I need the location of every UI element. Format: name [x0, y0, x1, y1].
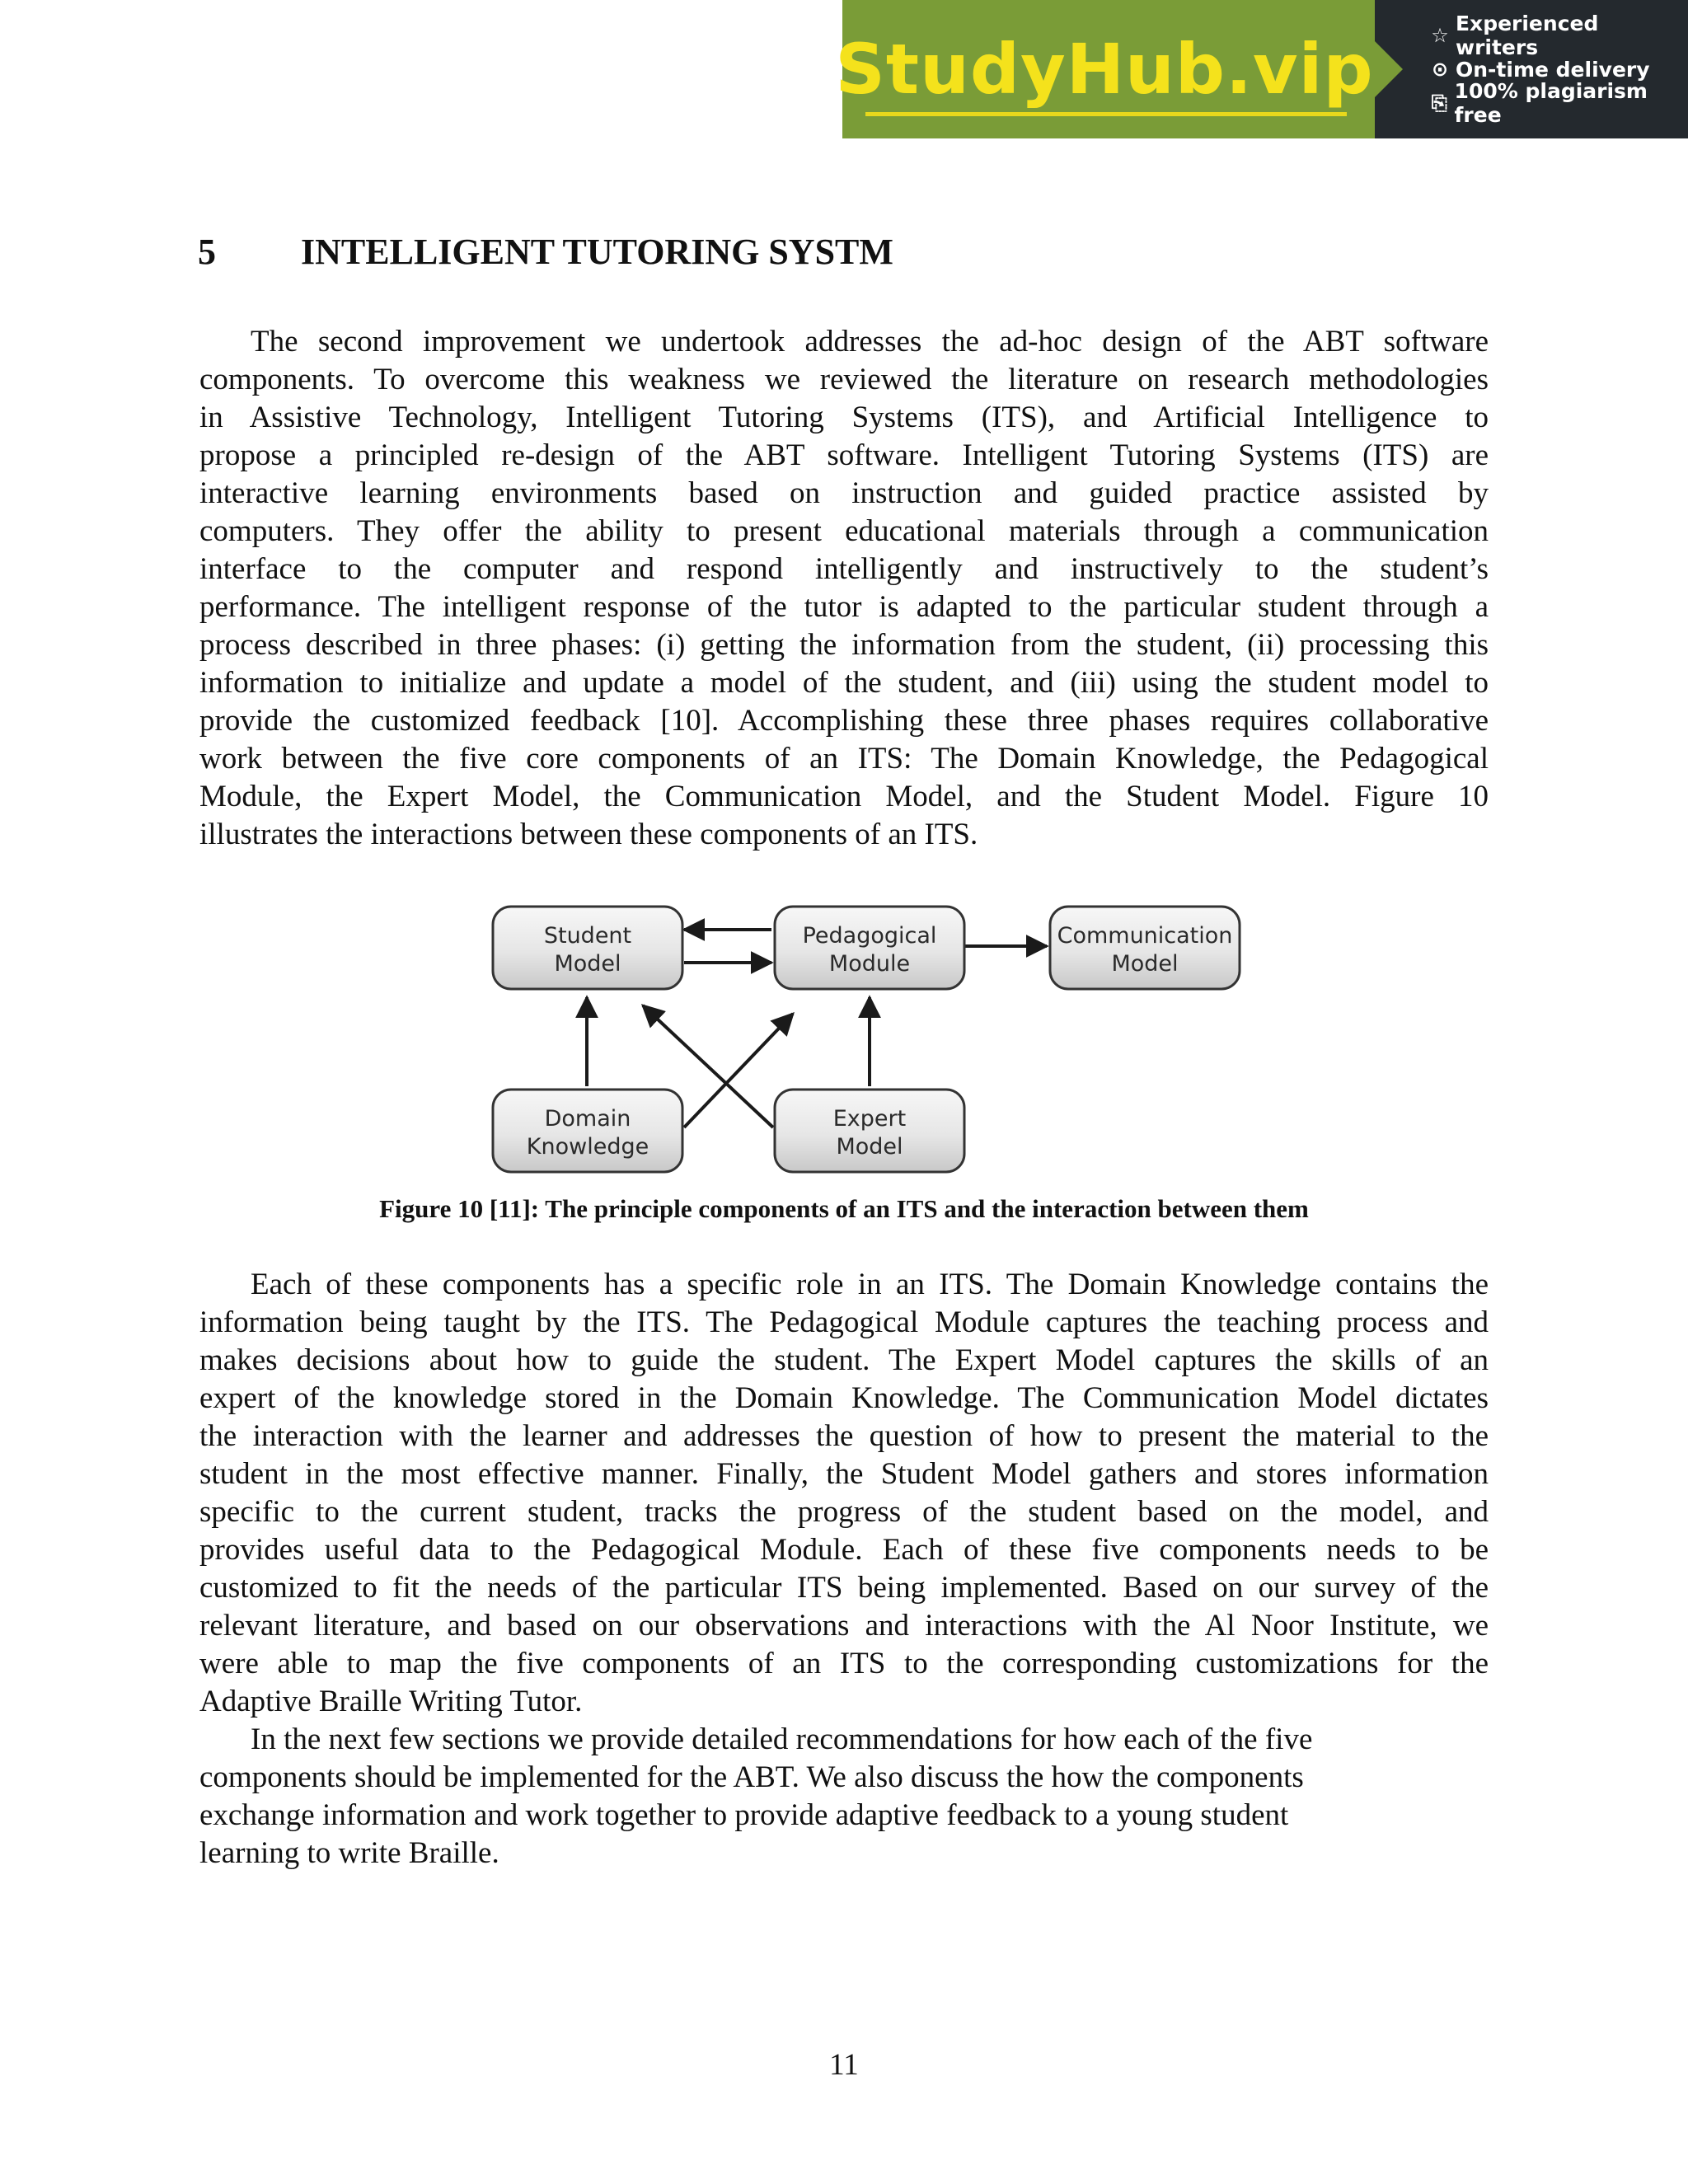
- text-line: In the next few sections we provide detailed recommendations for how each of the five: [251, 1722, 1313, 1756]
- feature-on-time-delivery: [1429, 57, 1688, 82]
- text-line: information being taught by the ITS. The Pedagogical Module captures the teaching process and: [199, 1305, 1489, 1339]
- feature-label: Experienced writers: [1455, 12, 1599, 59]
- section-title: INTELLIGENT TUTORING SYSTM: [301, 232, 893, 272]
- text-line: interactive learning environments based on instruction and guided practice assisted by: [199, 476, 1489, 510]
- text-line: Module, the Expert Model, the Communication Model, and the Student Model. Figure 10: [199, 780, 1489, 813]
- studyhub-logo: StudyHub.vip: [835, 29, 1374, 110]
- text-line: provide the customized feedback [10]. Accomplishing these three phases requires collaborative: [199, 704, 1489, 738]
- text-line: illustrates the interactions between these components of an ITS.: [199, 818, 978, 851]
- text-line: computers. They offer the ability to present educational materials through a communication: [199, 514, 1489, 548]
- page-number: 11: [829, 2048, 859, 2082]
- text-line: customized to fit the needs of the particular ITS being implemented. Based on our survey of the: [199, 1571, 1489, 1605]
- feature-plagiarism-free: [1429, 79, 1688, 127]
- text-line: makes decisions about how to guide the student. The Expert Model captures the skills of an: [199, 1343, 1489, 1377]
- star-icon: ☆: [1431, 24, 1449, 47]
- text-line: exchange information and work together to provide adaptive feedback to a young student: [199, 1798, 1289, 1832]
- node-student-model: [493, 907, 682, 989]
- text-line: were able to map the five components of an ITS to the corresponding customizations for the: [199, 1647, 1489, 1680]
- node-label: Knowledge: [526, 1134, 649, 1160]
- text-line: relevant literature, and based on our observations and interactions with the Al Noor Institute, we: [199, 1609, 1489, 1643]
- text-line: Adaptive Braille Writing Tutor.: [199, 1685, 583, 1718]
- its-components-diagram: [486, 898, 1245, 1179]
- node-label: Model: [836, 1134, 903, 1160]
- studyhub-banner[interactable]: [835, 0, 1688, 138]
- text-line: specific to the current student, tracks the progress of the student based on the model, and: [199, 1495, 1489, 1529]
- section-number: 5: [198, 232, 216, 272]
- node-domain-knowledge: [493, 1090, 682, 1172]
- text-line: interface to the computer and respond intelligently and instructively to the student’s: [199, 552, 1489, 586]
- banner-arrow: [1375, 41, 1403, 97]
- feature-label: 100% plagiarism free: [1454, 79, 1648, 127]
- text-line: process described in three phases: (i) getting the information from the student, (ii) processing this: [199, 628, 1489, 662]
- text-line: components should be implemented for the ABT. We also discuss the how the components: [199, 1760, 1304, 1794]
- text-line: The second improvement we undertook addresses the ad-hoc design of the ABT software: [251, 325, 1489, 359]
- feature-experienced-writers: [1429, 12, 1688, 59]
- text-line: expert of the knowledge stored in the Domain Knowledge. The Communication Model dictates: [199, 1381, 1489, 1415]
- text-line: work between the five core components of an ITS: The Domain Knowledge, the Pedagogical: [199, 742, 1489, 776]
- text-line: performance. The intelligent response of the tutor is adapted to the particular student through a: [199, 590, 1489, 624]
- node-label: Pedagogical: [802, 923, 937, 949]
- node-label: Expert: [832, 1106, 907, 1132]
- node-label: Domain: [544, 1106, 631, 1132]
- text-line: propose a principled re-design of the ABT software. Intelligent Tutoring Systems (ITS) are: [199, 438, 1489, 472]
- text-line: learning to write Braille.: [199, 1836, 499, 1870]
- node-label: Communication: [1057, 923, 1233, 949]
- node-label: Module: [828, 951, 911, 977]
- text-line: in Assistive Technology, Intelligent Tutoring Systems (ITS), and Artificial Intelligence to: [199, 401, 1489, 434]
- node-label: Model: [1111, 951, 1179, 977]
- text-line: components. To overcome this weakness we reviewed the literature on research methodologies: [199, 363, 1489, 396]
- clock-icon: ⊙: [1431, 58, 1449, 81]
- node-label: Model: [554, 951, 621, 977]
- figure-caption: Figure 10 [11]: The principle components of an ITS and the interaction between them: [379, 1194, 1309, 1223]
- node-label: Student: [543, 923, 632, 949]
- banner-logo-area: [835, 0, 1375, 138]
- text-line: information to initialize and update a model of the student, and (iii) using the student model to: [199, 666, 1489, 700]
- node-pedagogical-module: [775, 907, 964, 989]
- node-expert-model: [775, 1090, 964, 1172]
- copy-icon: ⎘: [1431, 91, 1447, 115]
- logo-underline: [865, 112, 1347, 116]
- text-line: provides useful data to the Pedagogical Module. Each of these five components needs to be: [199, 1533, 1489, 1567]
- banner-features: [1375, 0, 1688, 138]
- feature-label: On-time delivery: [1456, 57, 1650, 82]
- text-line: student in the most effective manner. Finally, the Student Model gathers and stores information: [199, 1457, 1489, 1491]
- node-communication-model: [1050, 907, 1240, 989]
- text-line: Each of these components has a specific role in an ITS. The Domain Knowledge contains the: [251, 1268, 1489, 1301]
- section-heading: [198, 231, 893, 273]
- text-line: the interaction with the learner and addresses the question of how to present the material to the: [199, 1419, 1489, 1453]
